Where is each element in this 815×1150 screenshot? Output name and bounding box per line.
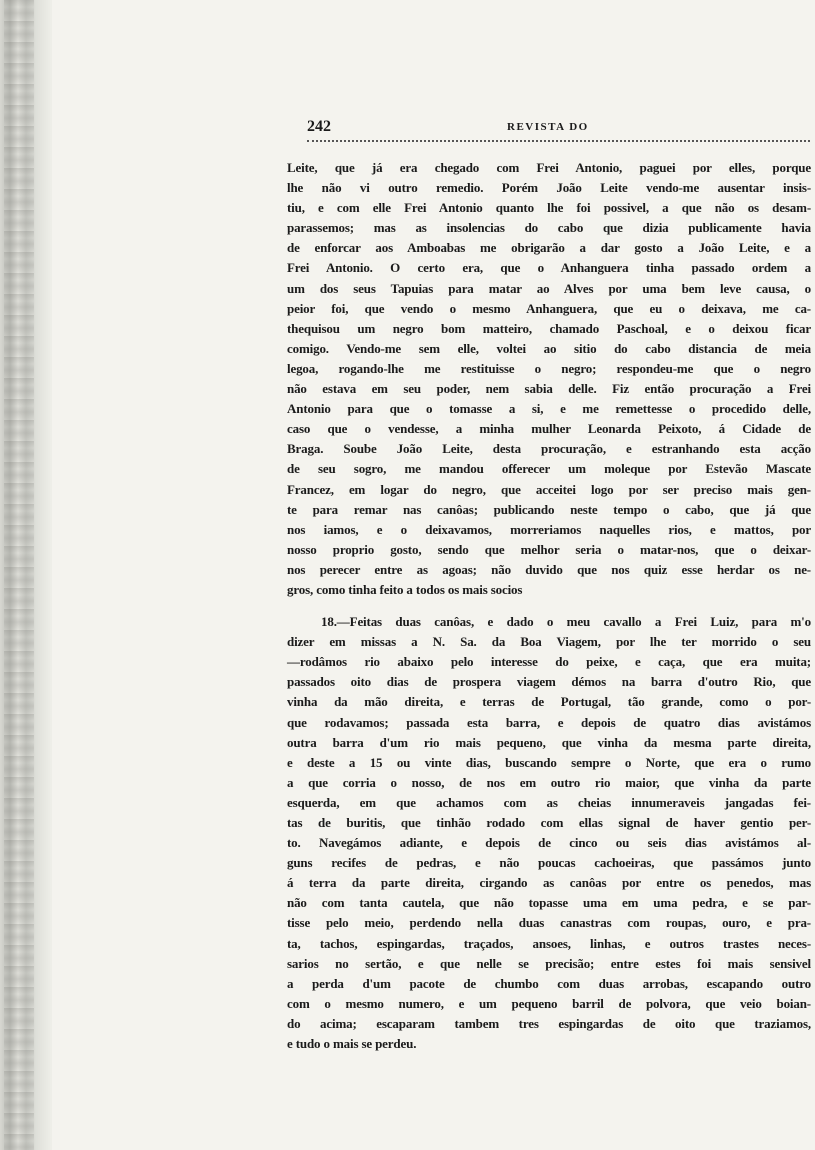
text-line: outra barra d'um rio mais pequeno, que vinha da mesma parte direita,: [287, 734, 811, 750]
text-line: Frei Antonio. O certo era, que o Anhanguera tinha passado ordem a: [287, 260, 811, 276]
text-line: a perda d'um pacote de chumbo com duas arrobas, escapando outro: [287, 975, 811, 991]
text-line: Francez, em logar do negro, que acceitei logo por ser preciso mais gen-: [287, 481, 811, 497]
text-line: te para remar nas canôas; publicando neste tempo o cabo, que já que: [287, 501, 811, 517]
text-line: tiu, e com elle Frei Antonio quanto lhe foi possivel, a que não os desam-: [287, 200, 811, 216]
text-line: lhe não vi outro remedio. Porém João Leite vendo-me ausentar insis-: [287, 180, 811, 196]
text-line: guns recifes de pedras, e não poucas cachoeiras, que passámos junto: [287, 855, 811, 871]
text-line: tas de buritis, que tinhão rodado com ellas signal de haver gentio per-: [287, 815, 811, 830]
text-line: com o mesmo numero, e um pequeno barril de polvora, que veio boian-: [287, 995, 811, 1011]
text-line: não estava em seu poder, nem sabia delle. Fiz então procuração a Frei: [287, 381, 811, 397]
text-line: Leite, que já era chegado com Frei Antonio, paguei por elles, porque: [287, 160, 811, 175]
text-line: nos iamos, e o deixavamos, morreriamos naquelles rios, e mattos, por: [287, 521, 811, 537]
text-line: gros, como tinha feito a todos os mais socios: [287, 581, 523, 597]
text-line: peior foi, que vendo o mesmo Anhanguera, que eu o deixava, me ca-: [287, 300, 811, 316]
text-line: á terra da parte direita, cirgando as canôas por entre os penedos, mas: [287, 875, 811, 891]
page-number: 242: [307, 118, 331, 135]
text-line: não com tanta cautela, que não topasse uma em uma pedra, e se par-: [287, 895, 811, 911]
text-line: 18.—Feitas duas canôas, e dado o meu cavallo a Frei Luiz, para m'o: [321, 614, 811, 630]
text-line: to. Navegámos adiante, e depois de cinco ou seis dias avistámos al-: [287, 835, 811, 851]
text-line: tisse pelo meio, perdendo nella duas canastras com roupas, ouro, e pra-: [287, 915, 811, 931]
text-line: nosso proprio gosto, sendo que melhor seria o matar-nos, que o deixar-: [287, 541, 811, 557]
text-line: caso que o vendesse, a minha mulher Leonarda Peixoto, á Cidade de: [287, 421, 811, 437]
text-line: do acima; escaparam tambem tres espingardas de oito que traziamos,: [287, 1015, 811, 1031]
text-line: comigo. Vendo-me sem elle, voltei ao sitio do cabo distancia de meia: [287, 340, 811, 356]
text-line: Antonio para que o tomasse a si, e me remettesse o procedido delle,: [287, 401, 811, 417]
text-line: e deste a 15 ou vinte dias, buscando sempre o Norte, que era o rumo: [287, 754, 811, 770]
text-line: legoa, rogando-lhe me restituisse o negro; respondeu-me que o negro: [287, 360, 811, 376]
text-line: parassemos; mas as insolencias do cabo que dizia publicamente havia: [287, 220, 811, 236]
page-binding-edge: [0, 0, 52, 1150]
text-line: e tudo o mais se perdeu.: [287, 1036, 417, 1052]
running-title: REVISTA DO: [507, 121, 589, 133]
text-line: vinha da mão direita, e terras de Portugal, tão grande, como o por-: [287, 694, 811, 710]
text-line: de seu sogro, me mandou offerecer um moleque por Estevão Mascate: [287, 461, 811, 477]
text-line: a que corria o nosso, de nos em outro rio maior, que vinha da parte: [287, 774, 811, 790]
text-line: ta, tachos, espingardas, traçados, ansoes, linhas, e outros trastes neces-: [287, 935, 811, 951]
text-line: thequisou um negro bom matteiro, chamado Paschoal, e o deixou ficar: [287, 320, 811, 336]
text-line: —rodâmos rio abaixo pelo interesse do peixe, e caça, que era muita;: [287, 654, 811, 670]
text-line: dizer em missas a N. Sa. da Boa Viagem, por lhe ter morrido o seu: [287, 634, 811, 650]
text-line: passados oito dias de prospera viagem démos na barra d'outro Rio, que: [287, 674, 811, 690]
text-line: sarios no sertão, e que nelle se precisão; entre estes foi mais sensivel: [287, 955, 811, 971]
text-line: Braga. Soube João Leite, desta procuração, e estranhando esta acção: [287, 441, 811, 457]
paragraph-gap: [287, 600, 811, 612]
paragraph: [287, 158, 811, 600]
text-line: nos perecer entre as agoas; não duvido que nos quiz esse herdar os ne-: [287, 561, 811, 577]
text-line: que rodavamos; passada esta barra, e depois de quatro dias avistámos: [287, 714, 811, 730]
text-line: esquerda, em que achamos com as cheias innumeraveis jangadas fei-: [287, 794, 811, 810]
paragraph: [287, 612, 811, 1054]
text-line: de enforcar aos Amboabas me obrigarão a dar gosto a João Leite, e a: [287, 240, 811, 256]
body-text: [287, 158, 811, 1054]
book-page: [287, 118, 811, 1052]
header-rule: [307, 140, 810, 142]
running-head: [287, 118, 811, 140]
text-line: um dos seus Tapuias para matar ao Alves por uma bem leve causa, o: [287, 280, 811, 296]
